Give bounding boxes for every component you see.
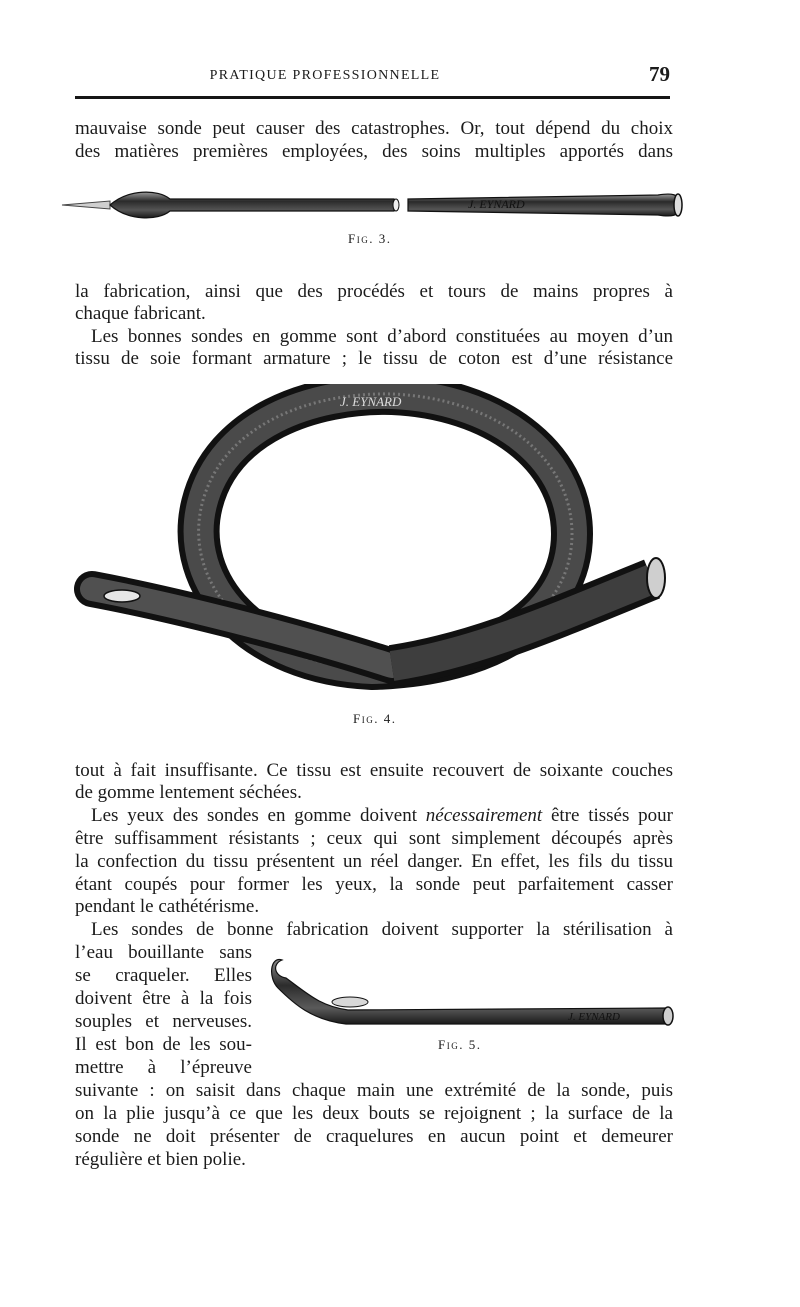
figure-4-caption: Fig. 4.	[353, 711, 397, 726]
text-line: étant coupés pour former les yeux, la sonde peut parfaitement casser	[75, 874, 673, 895]
emphasis-text: nécessairement	[425, 805, 543, 826]
text-line: pendant le cathétérisme.	[75, 896, 260, 917]
text-line: la confection du tissu présentent un réel danger. En effet, les fils du tissu	[75, 851, 673, 872]
figure-3-caption: Fig. 3.	[348, 231, 392, 246]
text-line: Les sondes de bonne fabrication doivent supporter la stérilisation à	[91, 919, 673, 940]
running-head: PRATIQUE PROFESSIONNELLE	[209, 68, 441, 83]
fig4-brand: J. EYNARD	[340, 394, 402, 409]
text-line: souples et nerveuses.	[75, 1011, 252, 1032]
text-line: mettre à l’épreuve	[75, 1057, 252, 1078]
text-line: suivante : on saisit dans chaque main une extrémité de la sonde, puis	[75, 1080, 673, 1101]
text-line: être suffisamment résistants ; ceux qui sont simplement découpés après	[75, 828, 673, 849]
header-rule	[75, 96, 670, 99]
text-line: on la plie jusqu’à ce que les deux bouts se rejoignent ; la surface de la	[75, 1103, 673, 1124]
text-line: tout à fait insuffisante. Ce tissu est ensuite recouvert de soixante couches	[75, 760, 673, 781]
text-line	[75, 805, 673, 827]
figure-3-catheter	[58, 183, 688, 227]
text-line: Il est bon de les sou-	[75, 1034, 252, 1055]
text-line: tissu de soie formant armature ; le tissu de coton est d’une résistance	[75, 348, 673, 369]
text-span: Les yeux des sondes en gomme doivent	[91, 805, 426, 826]
page-header	[75, 64, 670, 104]
text-line: chaque fabricant.	[75, 303, 206, 324]
text-line: des matières premières employées, des soins multiples apportés dans	[75, 141, 673, 162]
text-span: être tissés pour	[542, 805, 673, 826]
text-line: se craqueler. Elles	[75, 965, 252, 986]
text-line: la fabrication, ainsi que des procédés et tours de mains propres à	[75, 281, 673, 302]
fig5-brand: J. EYNARD	[568, 1011, 620, 1023]
page-number: 79	[649, 62, 670, 86]
text-line: régulière et bien polie.	[75, 1149, 246, 1170]
figure-5-coude-catheter	[268, 950, 678, 1032]
text-line: doivent être à la fois	[75, 988, 252, 1009]
figure-5-caption: Fig. 5.	[438, 1037, 482, 1052]
text-line: Les bonnes sondes en gomme sont d’abord constituées au moyen d’un	[91, 326, 673, 347]
text-line: mauvaise sonde peut causer des catastrophes. Or, tout dépend du choix	[75, 118, 673, 139]
text-line: de gomme lentement séchées.	[75, 782, 302, 803]
figure-4-coiled-catheter	[72, 384, 672, 704]
text-line: sonde ne doit présenter de craquelures en aucun point et demeurer	[75, 1126, 673, 1147]
text-line: l’eau bouillante sans	[75, 942, 252, 963]
fig3-brand: J. EYNARD	[468, 197, 525, 211]
